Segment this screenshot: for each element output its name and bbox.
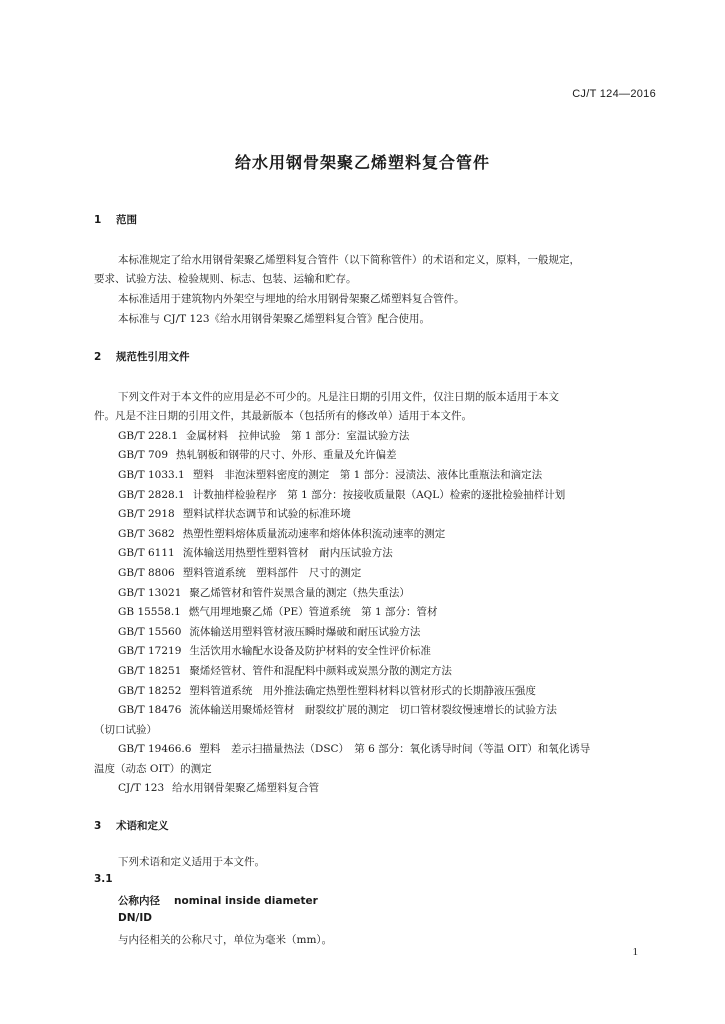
section-2-heading <box>94 349 190 364</box>
term-english: nominal inside diameter <box>174 895 318 907</box>
section-title: 术语和定义 <box>116 820 169 832</box>
term-number: 3.1 <box>94 873 113 885</box>
reference-title: 流体输送用聚烯烃管材 耐裂纹扩展的测定 切口管材裂纹慢速增长的试验方法 <box>189 704 557 716</box>
reference-item <box>118 683 536 698</box>
reference-title: 塑料试样状态调节和试验的标准环境 <box>182 508 351 520</box>
reference-item <box>118 624 420 639</box>
reference-code: GB/T 19466.6 <box>118 743 192 755</box>
section-number: 3 <box>94 820 102 832</box>
reference-title: 塑料 差示扫描量热法（DSC） 第 6 部分：氧化诱导时间（等温 OIT）和氧化诱导 <box>199 743 591 755</box>
reference-item <box>118 643 431 658</box>
reference-item <box>118 741 590 756</box>
reference-code: GB/T 17219 <box>118 645 182 657</box>
paragraph-line: 本标准规定了给水用钢骨架聚乙烯塑料复合管件（以下简称管件）的术语和定义，原料，一般规定， <box>118 254 580 266</box>
reference-title: 塑料管道系统 塑料部件 尺寸的测定 <box>182 567 362 579</box>
paragraph-line: 件。凡是不注日期的引用文件，其最新版本（包括所有的修改单）适用于本文件。 <box>94 410 472 422</box>
paragraph-line: 下列文件对于本文件的应用是必不可少的。凡是注日期的引用文件，仅注日期的版本适用于本文 <box>118 391 559 403</box>
reference-title: 聚烯烃管材、管件和混配料中颜料或炭黑分散的测定方法 <box>189 665 452 677</box>
paragraph-line: 要求、试验方法、检验规则、标志、包装、运输和贮存。 <box>94 273 357 285</box>
reference-title: 燃气用埋地聚乙烯（PE）管道系统 第 1 部分：管材 <box>188 606 438 618</box>
reference-item <box>118 663 452 678</box>
reference-code: GB/T 6111 <box>118 547 175 559</box>
reference-continuation: （切口试验） <box>94 724 157 736</box>
reference-title: 塑料 非泡沫塑料密度的测定 第 1 部分：浸渍法、液体比重瓶法和滴定法 <box>192 469 543 481</box>
reference-item <box>118 585 410 600</box>
reference-title: 金属材料 拉伸试验 第 1 部分：室温试验方法 <box>186 430 410 442</box>
reference-code: GB/T 228.1 <box>118 430 179 442</box>
reference-item <box>118 526 445 541</box>
reference-code: GB 15558.1 <box>118 606 181 618</box>
paragraph-line: 本标准与 CJ/T 123《给水用钢骨架聚乙烯塑料复合管》配合使用。 <box>118 313 430 325</box>
reference-item <box>118 487 565 502</box>
reference-code: CJ/T 123 <box>118 782 165 794</box>
reference-code: GB/T 15560 <box>118 626 182 638</box>
reference-item <box>118 467 542 482</box>
reference-item <box>118 604 437 619</box>
reference-title: 给水用钢骨架聚乙烯塑料复合管 <box>172 782 320 794</box>
reference-item <box>118 780 319 795</box>
reference-code: GB/T 18251 <box>118 665 182 677</box>
term-name <box>118 893 318 908</box>
section-1-heading <box>94 212 137 227</box>
reference-item <box>118 428 409 443</box>
reference-item <box>118 565 361 580</box>
page-number: 1 <box>632 946 638 958</box>
reference-title: 计数抽样检验程序 第 1 部分：按接收质量限（AQL）检索的逐批检验抽样计划 <box>192 489 566 501</box>
reference-item <box>118 506 351 521</box>
reference-title: 热轧钢板和钢带的尺寸、外形、重量及允许偏差 <box>176 449 397 461</box>
reference-item <box>118 545 393 560</box>
reference-code: GB/T 709 <box>118 449 169 461</box>
reference-code: GB/T 2918 <box>118 508 175 520</box>
term-abbreviation: DN/ID <box>118 912 152 924</box>
reference-code: GB/T 13021 <box>118 587 182 599</box>
reference-title: 生活饮用水输配水设备及防护材料的安全性评价标准 <box>189 645 431 657</box>
reference-title: 塑料管道系统 用外推法确定热塑性塑料材料以管材形式的长期静液压强度 <box>189 685 536 697</box>
reference-title: 流体输送用塑料管材液压瞬时爆破和耐压试验方法 <box>189 626 421 638</box>
reference-code: GB/T 18252 <box>118 685 182 697</box>
reference-item <box>118 447 397 462</box>
term-definition: 与内径相关的公称尺寸，单位为毫米（mm）。 <box>118 934 333 946</box>
reference-continuation: 温度（动态 OIT）的测定 <box>94 763 212 775</box>
reference-code: GB/T 1033.1 <box>118 469 185 481</box>
reference-code: GB/T 3682 <box>118 528 175 540</box>
section-number: 1 <box>94 214 102 226</box>
reference-title: 聚乙烯管材和管件炭黑含量的测定（热失重法） <box>189 587 410 599</box>
standard-code: CJ/T 124—2016 <box>572 88 656 100</box>
reference-title: 流体输送用热塑性塑料管材 耐内压试验方法 <box>182 547 393 559</box>
reference-title: 热塑性塑料熔体质量流动速率和熔体体积流动速率的测定 <box>182 528 446 540</box>
reference-item <box>118 702 557 717</box>
section-title: 范围 <box>116 214 137 226</box>
section-number: 2 <box>94 351 102 363</box>
paragraph-line: 本标准适用于建筑物内外架空与埋地的给水用钢骨架聚乙烯塑料复合管件。 <box>118 293 465 305</box>
reference-code: GB/T 2828.1 <box>118 489 185 501</box>
section-title: 规范性引用文件 <box>116 351 190 363</box>
section-3-heading <box>94 818 169 833</box>
document-title: 给水用钢骨架聚乙烯塑料复合管件 <box>234 153 490 172</box>
reference-code: GB/T 18476 <box>118 704 182 716</box>
reference-code: GB/T 8806 <box>118 567 175 579</box>
paragraph-line: 下列术语和定义适用于本文件。 <box>118 856 265 868</box>
term-chinese: 公称内径 <box>118 895 160 907</box>
